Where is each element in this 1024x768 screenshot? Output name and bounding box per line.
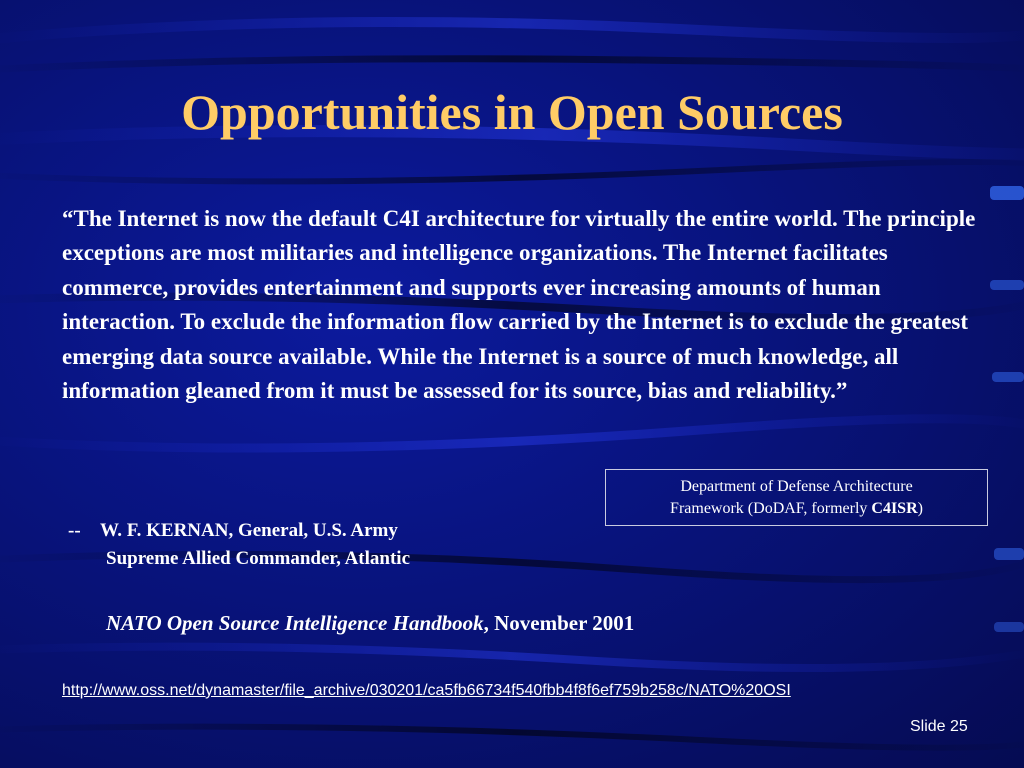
handbook-date: , November 2001 [483, 611, 635, 635]
handbook-citation [106, 608, 634, 638]
source-note-line2-suffix: ) [917, 500, 923, 517]
attribution-dash: -- [68, 520, 81, 541]
source-note-line1: Department of Defense Architecture [680, 478, 913, 495]
handbook-title: NATO Open Source Intelligence Handbook [106, 611, 484, 635]
slide-number: Slide 25 [910, 718, 968, 735]
source-link[interactable]: http://www.oss.net/dynamaster/file_archive/030201/ca5fb66734f540fbb4f8f6ef759b258c/NATO%20OSI [62, 682, 791, 699]
source-note-line2-prefix: Framework (DoDAF, formerly [670, 500, 872, 517]
quote-text: “The Internet is now the default C4I architecture for virtually the entire world. The principle exceptions are most militaries and intelligence organizations. The Internet facilitates commerce, provides entertainment and supports ever increasing amounts of human interaction. To exclude the information flow carried by the Internet is to exclude the greatest emerging data source available. While the Internet is a source of much knowledge, all information gleaned from it must be assessed for its source, bias and reliability.” [62, 206, 976, 404]
slide-title: Opportunities in Open Sources [181, 84, 843, 140]
quote-attribution [68, 517, 410, 573]
attribution-role: Supreme Allied Commander, Atlantic [106, 548, 411, 569]
attribution-name: W. F. KERNAN, General, U.S. Army [100, 520, 398, 541]
source-note-acronym: C4ISR [871, 500, 918, 517]
source-note-box [605, 469, 988, 526]
